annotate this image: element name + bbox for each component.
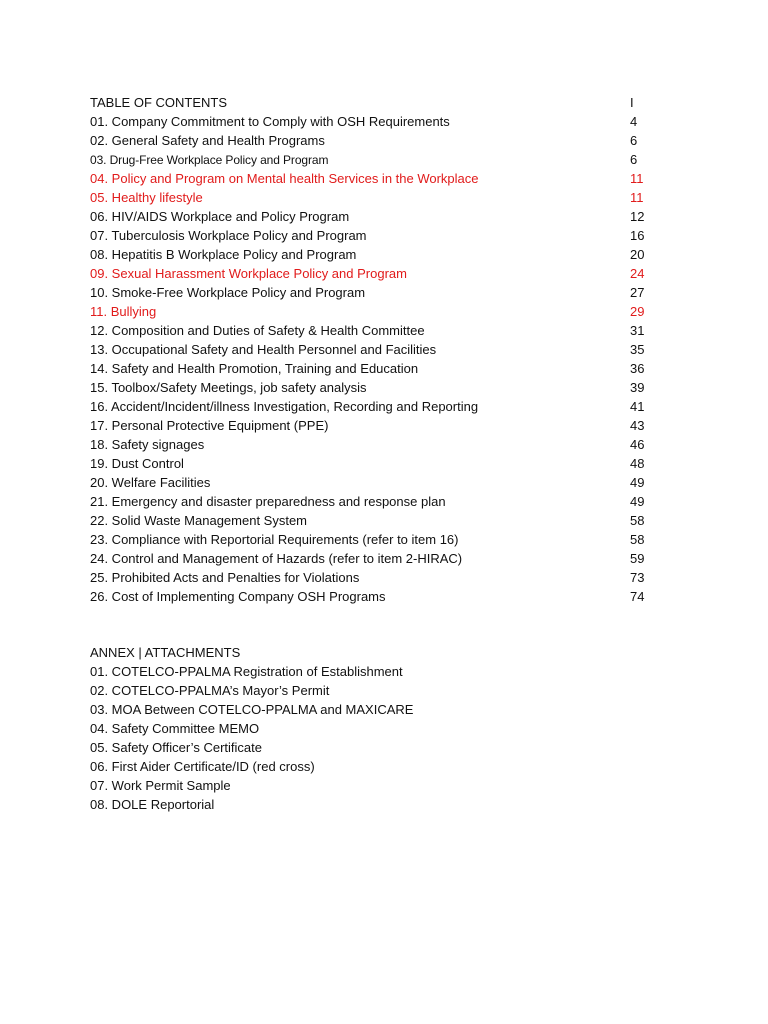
toc-item bbox=[90, 188, 650, 207]
annex-item bbox=[90, 757, 650, 776]
toc-item-page: 20 bbox=[630, 247, 645, 262]
annex-item bbox=[90, 795, 650, 814]
toc-item-label: 03. Drug-Free Workplace Policy and Program bbox=[90, 153, 329, 167]
toc-item-page: 41 bbox=[630, 399, 645, 414]
toc-item-page: 73 bbox=[630, 570, 645, 585]
annex-item bbox=[90, 681, 650, 700]
toc-item-page: 58 bbox=[630, 513, 645, 528]
toc-item-page: 49 bbox=[630, 494, 645, 509]
toc-item-page: 43 bbox=[630, 418, 645, 433]
toc-item bbox=[90, 587, 650, 606]
toc-item-label: 16. Accident/Incident/illness Investigation, Recording and Reporting bbox=[90, 399, 479, 414]
toc-item bbox=[90, 378, 650, 397]
toc-item bbox=[90, 492, 650, 511]
annex-item-label: 04. Safety Committee MEMO bbox=[90, 721, 260, 736]
toc-item bbox=[90, 150, 650, 169]
toc-item bbox=[90, 245, 650, 264]
toc-item bbox=[90, 302, 650, 321]
toc-item-label: 07. Tuberculosis Workplace Policy and Program bbox=[90, 228, 367, 243]
toc-item-page: 36 bbox=[630, 361, 645, 376]
toc-item-label: 06. HIV/AIDS Workplace and Policy Program bbox=[90, 209, 350, 224]
annex-item-label: 06. First Aider Certificate/ID (red cross) bbox=[90, 759, 315, 774]
toc-item bbox=[90, 511, 650, 530]
toc-heading: TABLE OF CONTENTS bbox=[90, 95, 227, 110]
toc-item-label: 24. Control and Management of Hazards (refer to item 2-HIRAC) bbox=[90, 551, 463, 566]
toc-item-page: 48 bbox=[630, 456, 645, 471]
toc-item-label: 18. Safety signages bbox=[90, 437, 205, 452]
toc-item bbox=[90, 207, 650, 226]
toc-item-page: 24 bbox=[630, 266, 645, 281]
toc-item-page: 29 bbox=[630, 304, 645, 319]
toc-item-page: 6 bbox=[630, 152, 638, 167]
toc-item bbox=[90, 435, 650, 454]
annex-item bbox=[90, 719, 650, 738]
annex-item bbox=[90, 662, 650, 681]
toc-item-label: 02. General Safety and Health Programs bbox=[90, 133, 325, 148]
toc-item-page: 6 bbox=[630, 133, 638, 148]
toc-item bbox=[90, 340, 650, 359]
toc-item-label: 04. Policy and Program on Mental health Services in the Workplace bbox=[90, 171, 479, 186]
toc-item-label: 05. Healthy lifestyle bbox=[90, 190, 203, 205]
toc-item bbox=[90, 530, 650, 549]
toc-item-label: 23. Compliance with Reportorial Requirements (refer to item 16) bbox=[90, 532, 459, 547]
toc-item-page: 16 bbox=[630, 228, 645, 243]
toc-item-label: 20. Welfare Facilities bbox=[90, 475, 211, 490]
toc-item bbox=[90, 568, 650, 587]
toc-item-label: 25. Prohibited Acts and Penalties for Violations bbox=[90, 570, 360, 585]
annex-item-label: 01. COTELCO-PPALMA Registration of Establishment bbox=[90, 664, 403, 679]
toc-item bbox=[90, 359, 650, 378]
annex-item-label: 08. DOLE Reportorial bbox=[90, 797, 215, 812]
toc-item-page: 49 bbox=[630, 475, 645, 490]
toc-item-label: 17. Personal Protective Equipment (PPE) bbox=[90, 418, 329, 433]
toc-heading-row bbox=[90, 93, 650, 112]
toc-item-page: 4 bbox=[630, 114, 638, 129]
toc-item-label: 14. Safety and Health Promotion, Training and Education bbox=[90, 361, 419, 376]
toc-item bbox=[90, 226, 650, 245]
toc-item-label: 12. Composition and Duties of Safety & Health Committee bbox=[90, 323, 425, 338]
toc-item-page: 27 bbox=[630, 285, 645, 300]
toc-item bbox=[90, 397, 650, 416]
toc-item-label: 26. Cost of Implementing Company OSH Programs bbox=[90, 589, 386, 604]
toc-item-label: 01. Company Commitment to Comply with OSH Requirements bbox=[90, 114, 450, 129]
toc-item-page: 59 bbox=[630, 551, 645, 566]
annex-item bbox=[90, 700, 650, 719]
annex-item-label: 07. Work Permit Sample bbox=[90, 778, 231, 793]
toc-item-label: 08. Hepatitis B Workplace Policy and Program bbox=[90, 247, 357, 262]
toc-item-page: 12 bbox=[630, 209, 645, 224]
annex-item-label: 03. MOA Between COTELCO-PPALMA and MAXICARE bbox=[90, 702, 414, 717]
annex-item bbox=[90, 776, 650, 795]
toc-heading-page: I bbox=[630, 95, 634, 110]
toc-item-label: 15. Toolbox/Safety Meetings, job safety analysis bbox=[90, 380, 367, 395]
toc-item-label: 21. Emergency and disaster preparedness and response plan bbox=[90, 494, 446, 509]
toc-item-label: 09. Sexual Harassment Workplace Policy and Program bbox=[90, 266, 407, 281]
toc-item-label: 13. Occupational Safety and Health Personnel and Facilities bbox=[90, 342, 437, 357]
toc-item-page: 74 bbox=[630, 589, 645, 604]
toc-item-page: 11 bbox=[630, 171, 644, 186]
annex-item bbox=[90, 738, 650, 757]
toc-item bbox=[90, 473, 650, 492]
toc-item-page: 58 bbox=[630, 532, 645, 547]
toc-item bbox=[90, 169, 650, 188]
annex-item-label: 05. Safety Officer’s Certificate bbox=[90, 740, 262, 755]
toc-item-label: 11. Bullying bbox=[90, 304, 157, 319]
annex-item-label: 02. COTELCO-PPALMA’s Mayor’s Permit bbox=[90, 683, 330, 698]
toc-item-label: 22. Solid Waste Management System bbox=[90, 513, 308, 528]
toc-item-page: 35 bbox=[630, 342, 645, 357]
toc-item bbox=[90, 112, 650, 131]
toc-item-label: 10. Smoke-Free Workplace Policy and Program bbox=[90, 285, 366, 300]
annex-heading: ANNEX | ATTACHMENTS bbox=[90, 645, 241, 660]
toc-item bbox=[90, 283, 650, 302]
toc-item bbox=[90, 549, 650, 568]
annex-heading-row bbox=[90, 643, 650, 662]
table-of-contents bbox=[90, 93, 650, 606]
toc-item bbox=[90, 131, 650, 150]
toc-item bbox=[90, 264, 650, 283]
annex-attachments bbox=[90, 643, 650, 814]
toc-item bbox=[90, 416, 650, 435]
toc-item bbox=[90, 454, 650, 473]
toc-item bbox=[90, 321, 650, 340]
toc-item-page: 31 bbox=[630, 323, 645, 338]
toc-item-page: 46 bbox=[630, 437, 645, 452]
toc-item-page: 39 bbox=[630, 380, 645, 395]
toc-item-page: 11 bbox=[630, 190, 644, 205]
toc-item-label: 19. Dust Control bbox=[90, 456, 184, 471]
